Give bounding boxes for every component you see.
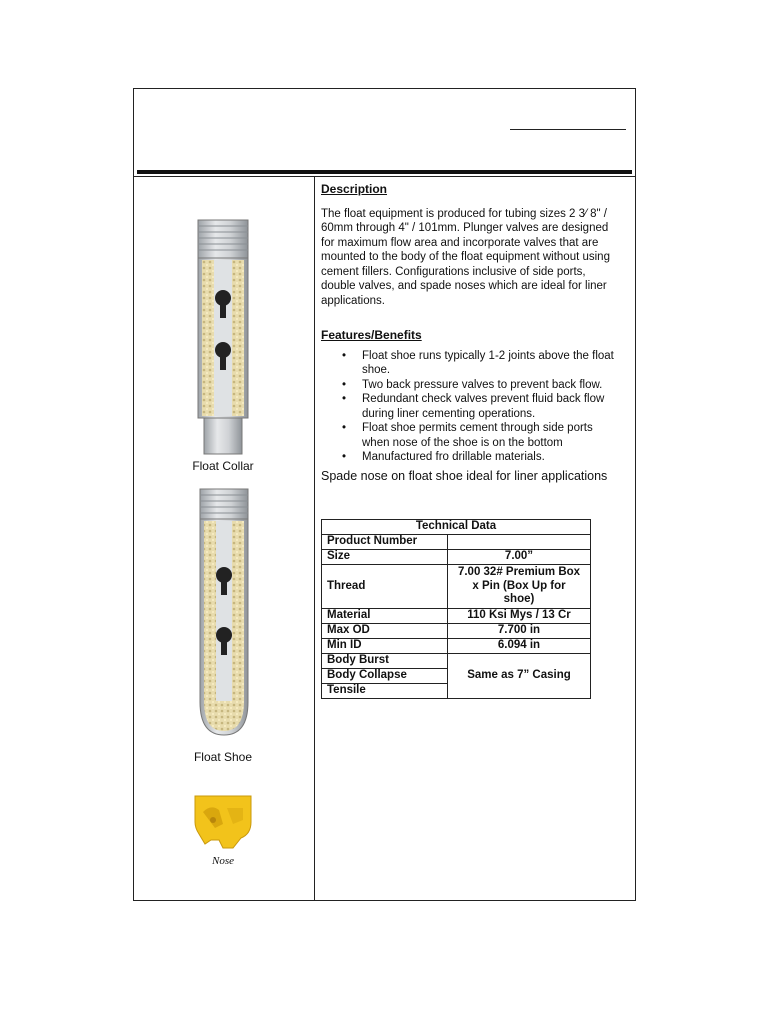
right-column	[321, 182, 621, 484]
list-item: • Redundant check valves prevent fluid back flow during liner cementing operations.	[344, 392, 621, 421]
list-item: • Float shoe runs typically 1-2 joints above the float shoe.	[344, 349, 621, 378]
float-collar-caption: Float Collar	[192, 459, 254, 473]
row-value: 6.094 in	[448, 638, 591, 653]
spade-note: Spade nose on float shoe ideal for liner applications	[321, 468, 608, 483]
table-row	[322, 638, 591, 653]
list-item: • Two back pressure valves to prevent back flow.	[344, 378, 621, 393]
float-collar-illustration	[190, 218, 256, 458]
nose-caption: Nose	[212, 855, 234, 867]
list-item: • Manufactured fro drillable materials.	[344, 450, 621, 465]
table-row	[322, 653, 591, 668]
list-item: • Float shoe permits cement through side ports when nose of the shoe is on the bottom	[344, 421, 621, 450]
technical-data-title: Technical Data	[322, 520, 591, 535]
float-shoe-illustration	[196, 487, 252, 739]
float-shoe-caption: Float Shoe	[193, 750, 253, 764]
table-row	[322, 565, 591, 609]
technical-data-table	[321, 519, 591, 699]
table-row	[322, 623, 591, 638]
description-text: The float equipment is produced for tubing sizes 2 3⁄ 8" / 60mm through 4" / 101mm. Plunger valves are designed for maximum flow area and incorporate valves that are mounted to the body of the float equipment without using cement fillers. Configurations inclusive of side ports, double valves, and spade noses which are ideal for liner applications.	[321, 207, 610, 307]
header-signature-line	[510, 129, 626, 130]
header-divider-thin	[133, 176, 636, 177]
row-label: Product Number	[322, 535, 448, 550]
table-row	[322, 550, 591, 565]
features-list	[321, 349, 621, 465]
row-label: Size	[322, 550, 448, 565]
table-header-row	[322, 520, 591, 535]
row-label: Min ID	[322, 638, 448, 653]
table-row	[322, 608, 591, 623]
row-value: 7.00 32# Premium Box x Pin (Box Up for shoe)	[448, 565, 591, 609]
nose-illustration	[193, 794, 253, 850]
row-value: 110 Ksi Mys / 13 Cr	[448, 608, 591, 623]
column-divider	[314, 176, 315, 901]
description-heading: Description	[321, 182, 388, 196]
row-label: Body Burst	[322, 653, 448, 668]
row-value	[448, 535, 591, 550]
header-divider-thick	[137, 170, 632, 174]
row-value: Same as 7” Casing	[448, 653, 591, 698]
row-label: Material	[322, 608, 448, 623]
table-row	[322, 535, 591, 550]
features-heading: Features/Benefits	[321, 328, 422, 342]
row-value: 7.00”	[448, 550, 591, 565]
row-label: Body Collapse	[322, 668, 448, 683]
row-value: 7.700 in	[448, 623, 591, 638]
row-label: Thread	[322, 565, 448, 609]
row-label: Tensile	[322, 683, 448, 698]
row-label: Max OD	[322, 623, 448, 638]
